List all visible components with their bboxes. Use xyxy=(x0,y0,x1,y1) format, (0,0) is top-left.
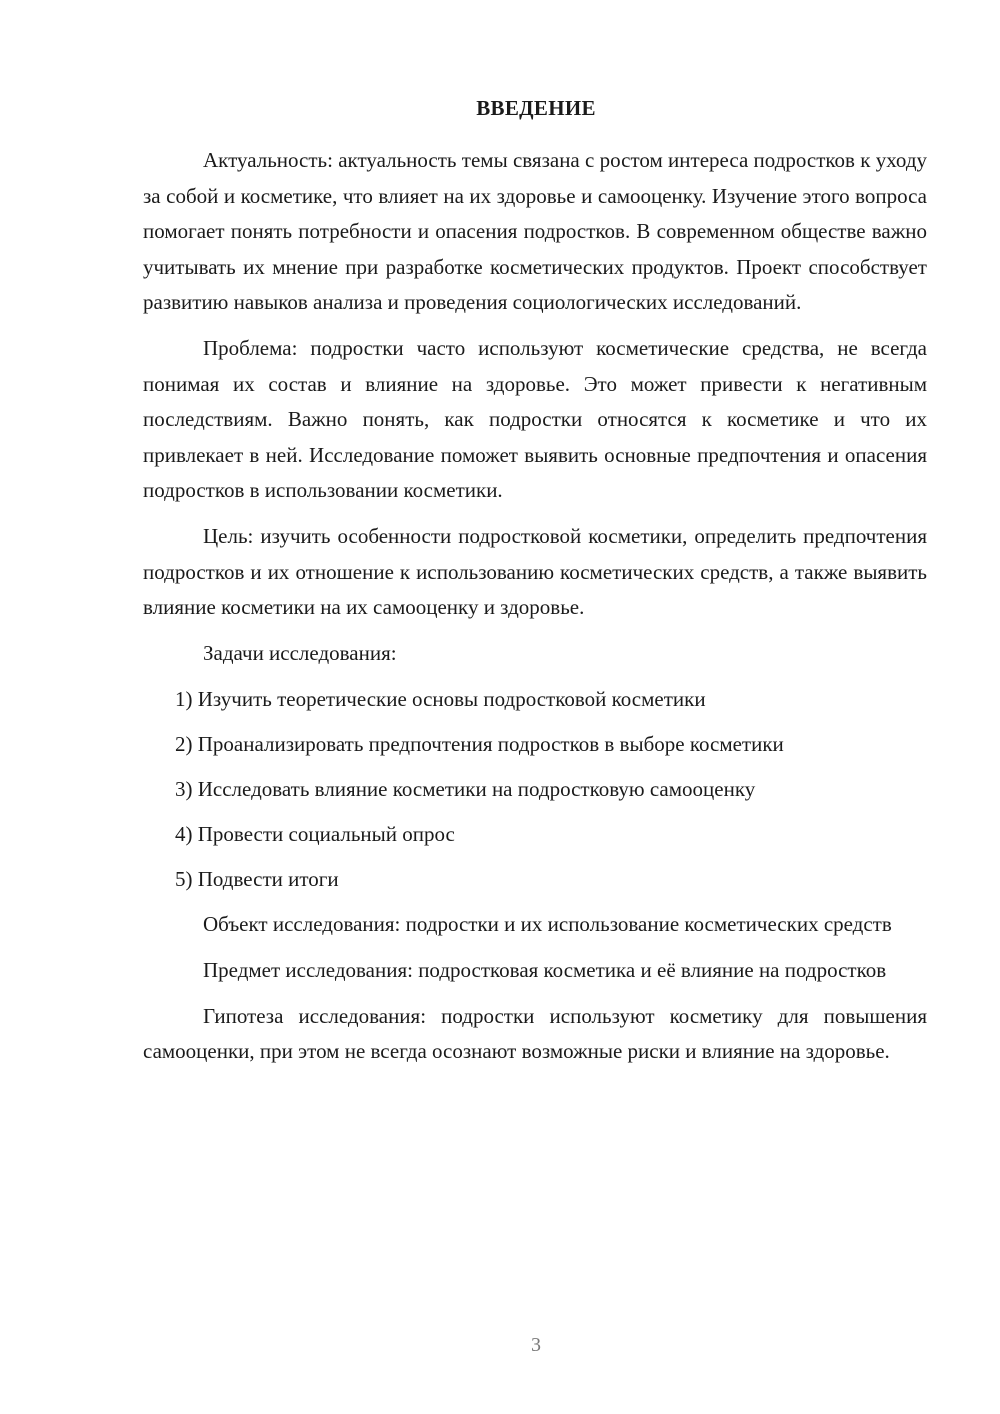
list-item-task-3: 3) Исследовать влияние косметики на подростковую самооценку xyxy=(175,776,756,801)
paragraph-object: Объект исследования: подростки и их использование косметических средств xyxy=(203,911,892,936)
list-item-task-4: 4) Провести социальный опрос xyxy=(175,821,455,846)
paragraph-goal: Цель: изучить особенности подростковой косметики, определить предпочтения подростков и их отношение к использованию косметических средств, а также выявить влияние косметики на их самооценку и здоровье. xyxy=(143,524,927,619)
page-number: 3 xyxy=(531,1334,541,1356)
list-item-task-1: 1) Изучить теоретические основы подростковой косметики xyxy=(175,686,706,711)
tasks-list xyxy=(143,682,927,898)
body-text xyxy=(143,143,927,1080)
page-title: ВВЕДЕНИЕ xyxy=(476,96,596,120)
list-item-task-2: 2) Проанализировать предпочтения подростков в выборе косметики xyxy=(175,731,784,756)
paragraph-subject: Предмет исследования: подростковая косметика и её влияние на подростков xyxy=(203,957,887,982)
paragraph-hypothesis: Гипотеза исследования: подростки используют косметику для повышения самооценки, при этом не всегда осознают возможные риски и влияние на здоровье. xyxy=(143,1003,927,1063)
paragraph-problem: Проблема: подростки часто используют косметические средства, не всегда понимая их состав и влияние на здоровье. Это может привести к негативным последствиям. Важно понять, как подростки относятся к косметике и что их привлекает в ней. Исследование поможет выявить основные предпочтения и опасения подростков в использовании косметики. xyxy=(143,336,927,502)
paragraph-relevance: Актуальность: актуальность темы связана с ростом интереса подростков к уходу за собой и косметике, что влияет на их здоровье и самооценку. Изучение этого вопроса помогает понять потребности и опасения подростков. В современном обществе важно учитывать их мнение при разработке косметических продуктов. Проект способствует развитию навыков анализа и проведения социологических исследований. xyxy=(143,148,927,314)
tasks-heading: Задачи исследования: xyxy=(203,641,397,665)
list-item-task-5: 5) Подвести итоги xyxy=(175,866,339,891)
